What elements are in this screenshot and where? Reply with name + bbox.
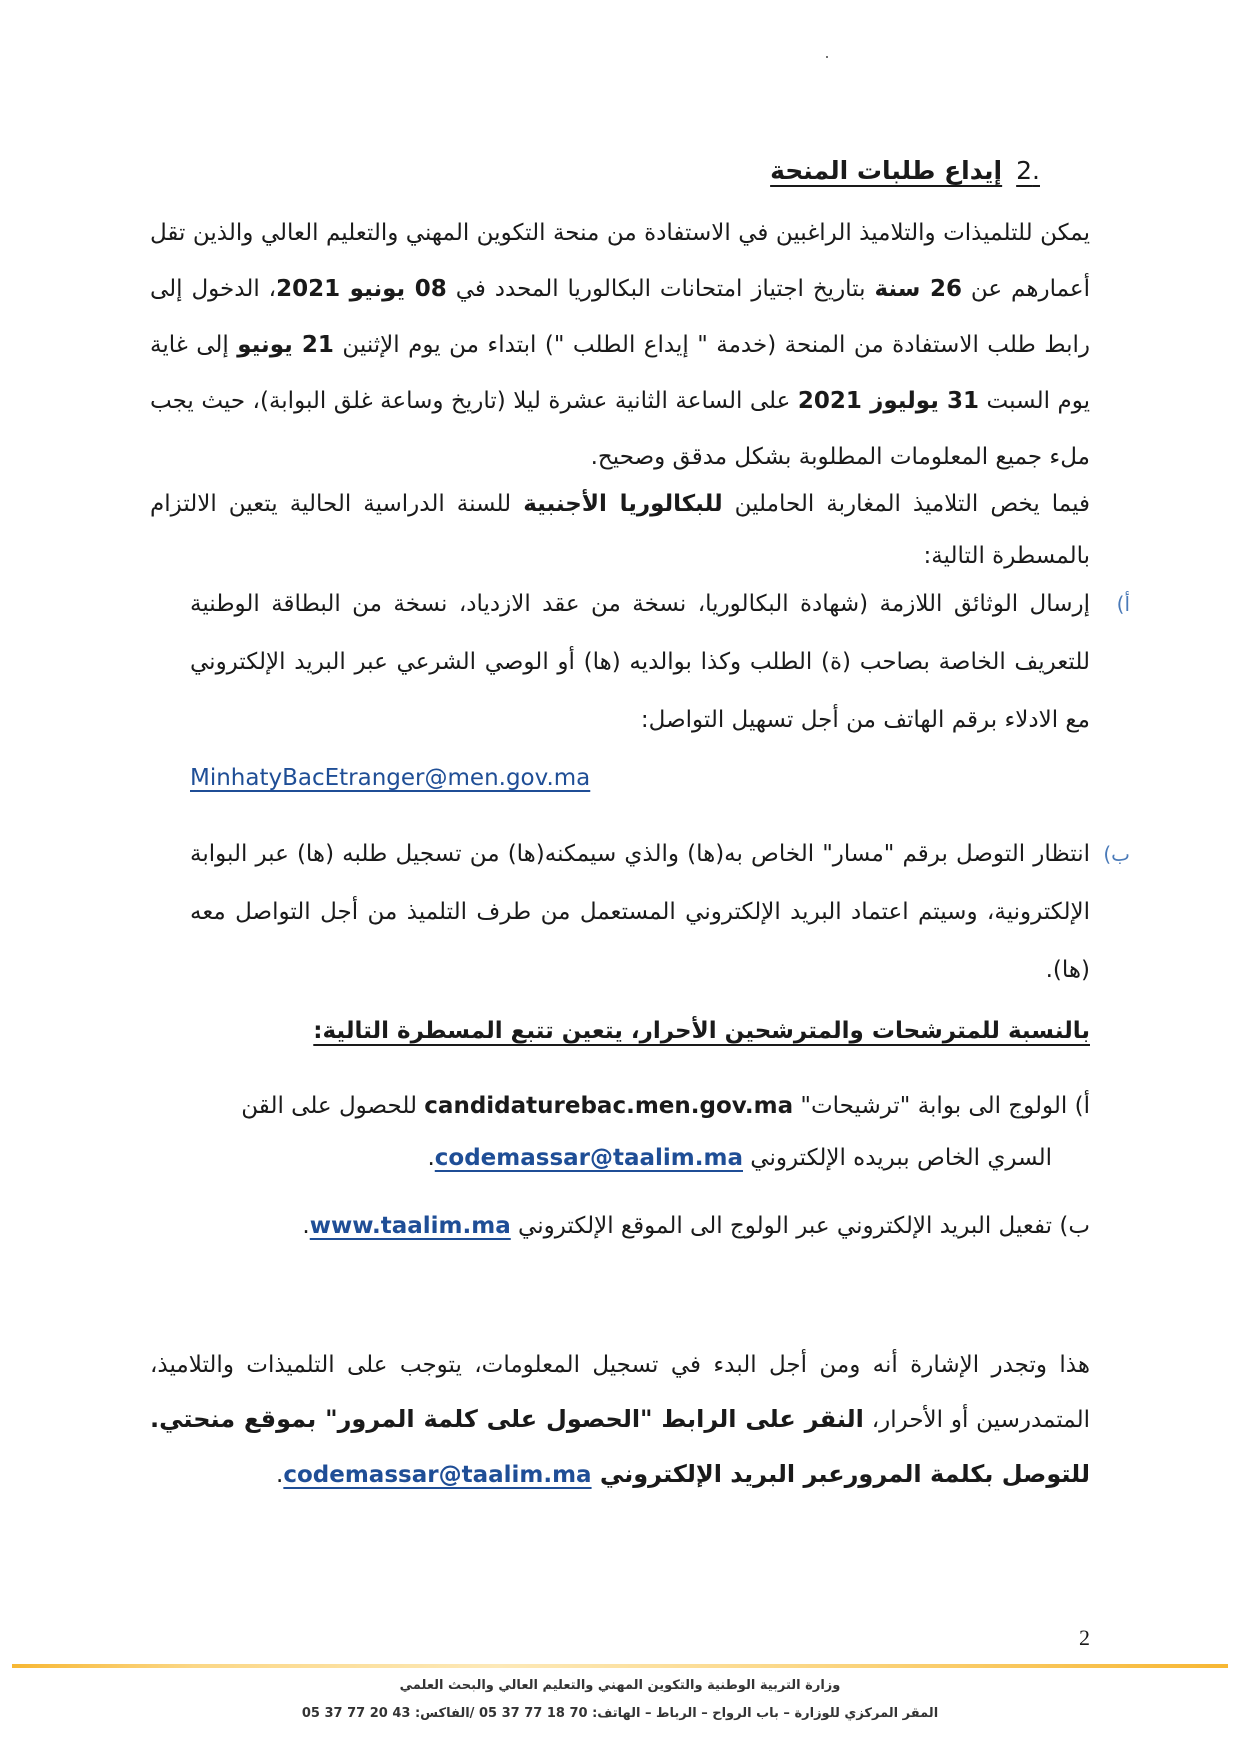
bold-foreign-bac: للبكالوريا الأجنبية	[523, 491, 723, 517]
text-run: ، الدخول إلى رابط طلب الاستفادة من المنحة (خدمة " إيداع الطلب ") ابتداء من يوم الإثنين	[150, 276, 1090, 358]
page-number: 2	[1079, 1625, 1090, 1650]
text-run: هذا وتجدر الإشارة أنه ومن أجل البدء في تسجيل المعلومات، يتوجب على التلميذات والتلاميذ، المتمدرسين أو الأحرار،	[150, 1352, 1090, 1433]
candidature-site: candidaturebac.men.gov.ma	[424, 1093, 794, 1119]
text-run: فيما يخص التلاميذ المغاربة الحاملين	[722, 491, 1090, 517]
bold-date: 08 يونيو 2021	[276, 276, 447, 302]
text-run: بتاريخ اجتياز امتحانات البكالوريا المحدد في	[446, 276, 875, 302]
item-continuation	[150, 1132, 1090, 1184]
item-marker: ب)	[1059, 1213, 1090, 1239]
free-candidates-title: بالنسبة للمترشحات والمترشحين الأحرار، يتعين تتبع المسطرة التالية:	[313, 1018, 1090, 1044]
final-paragraph	[150, 1338, 1090, 1502]
foreign-email-link[interactable]: MinhatyBacEtranger@men.gov.ma	[190, 765, 591, 791]
text-run: إلى غاية يوم السبت	[150, 332, 1090, 414]
text-run: .	[302, 1213, 310, 1239]
final-email-link[interactable]: codemassar@taalim.ma	[283, 1462, 592, 1488]
text-run: .	[276, 1462, 284, 1488]
taalim-site-link[interactable]: www.taalim.ma	[309, 1213, 511, 1239]
free-item-b	[150, 1200, 1090, 1252]
item-marker: ب)	[1103, 842, 1130, 866]
text-run: الولوج الى بوابة "ترشيحات"	[793, 1093, 1068, 1119]
footer-address: المقر المركزي للوزارة – باب الرواح – الرباط – الهاتف: 70 18 77 37 05 /الفاكس: 43 20 77 37 05	[301, 1706, 939, 1721]
text-run: للسنة الدراسية الحالية يتعين الالتزام بالمسطرة التالية:	[150, 491, 1090, 569]
section-number: .2	[1016, 156, 1040, 185]
foreign-item-a	[190, 575, 1130, 807]
bold-age: 26 سنة	[874, 276, 963, 302]
footer-divider	[12, 1664, 1228, 1668]
free-item-a	[150, 1080, 1090, 1184]
foreign-bac-paragraph	[150, 478, 1090, 582]
footer-ministry: وزارة التربية الوطنية والتكوين المهني والتعليم العالي والبحث العلمي	[399, 1678, 841, 1693]
scan-dot	[826, 56, 828, 58]
bold-start-date: 21 يونيو	[237, 332, 334, 358]
text-run: السري الخاص ببريده الإلكتروني	[743, 1145, 1052, 1171]
text-run: للحصول على القن	[241, 1093, 425, 1119]
bold-instruction: النقر على الرابط "الحصول على كلمة المرور" بموقع منحتي. للتوصل بكلمة المرورعبر البريد الإلكتروني	[150, 1405, 1090, 1488]
item-text: إرسال الوثائق اللازمة (شهادة البكالوريا، نسخة من عقد الازدياد، نسخة من البطاقة الوطنية للتعريف الخاصة بصاحب (ة) الطلب وكذا بوالديه (ها) أو الوصي الشرعي عبر البريد الإلكتروني مع الادلاء برقم الهاتف من أجل تسهيل التواصل:	[190, 591, 1090, 733]
text-run: على الساعة الثانية عشرة ليلا (تاريخ وساعة غلق البوابة)، حيث يجب ملء جميع المعلومات المطلوبة بشكل مدقق وصحيح.	[150, 388, 1090, 470]
text-run: تفعيل البريد الإلكتروني عبر الولوج الى الموقع الإلكتروني	[510, 1213, 1060, 1239]
item-text: انتظار التوصل برقم "مسار" الخاص به(ها) والذي سيمكنه(ها) من تسجيل طلبه (ها) عبر البوابة الإلكترونية، وسيتم اعتماد البريد الإلكتروني المستعمل من طرف التلميذ من أجل التواصل معه (ها).	[190, 841, 1090, 983]
text-run: .	[427, 1145, 435, 1171]
email-line	[190, 749, 1090, 807]
foreign-item-b	[190, 825, 1130, 999]
text-run: يمكن للتلميذات والتلاميذ الراغبين في الاستفادة من منحة التكوين المهني والتعليم العالي والذين تقل أعمارهم عن	[150, 220, 1091, 302]
intro-paragraph	[150, 205, 1090, 485]
section-heading	[770, 156, 1040, 185]
section-title: إيداع طلبات المنحة	[770, 156, 1003, 185]
codemassar-email-link[interactable]: codemassar@taalim.ma	[434, 1145, 743, 1171]
item-marker: أ)	[1074, 1093, 1090, 1119]
bold-end-date: 31 يوليوز 2021	[797, 388, 980, 414]
item-marker: أ)	[1116, 592, 1130, 616]
